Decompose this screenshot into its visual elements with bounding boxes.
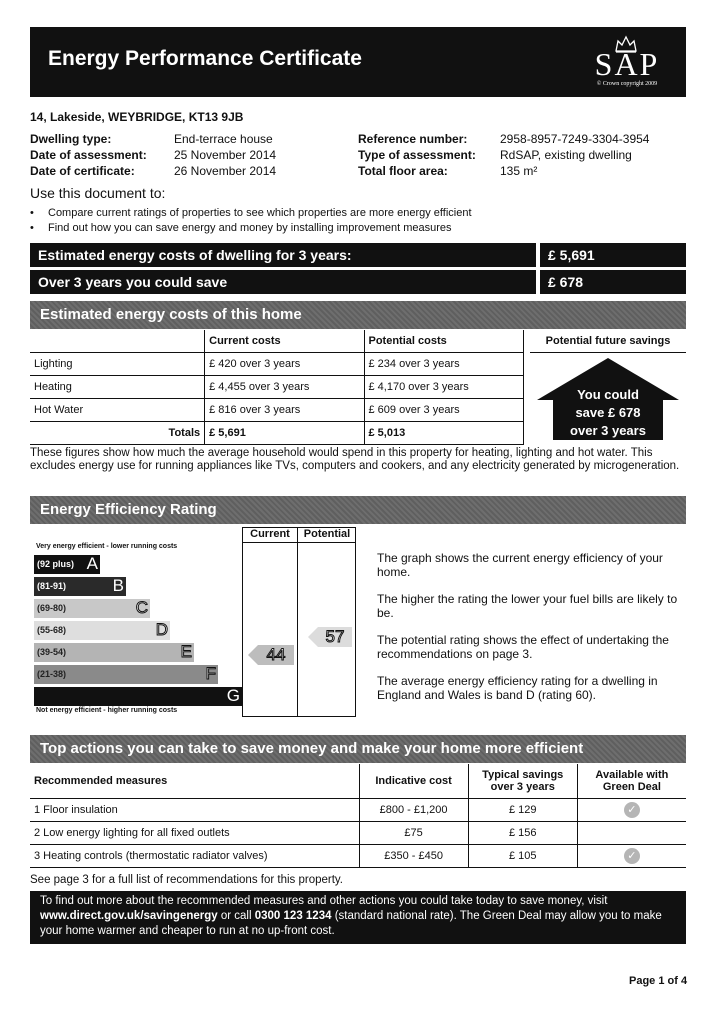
sap-logo-text: SAP: [594, 46, 660, 82]
info-box: To find out more about the recommended measures and other actions you could take today to save money, visit www.direct.gov.uk/savingenergy or call 0300 123 1234 (standard national rate). The Green Deal may allow you to make your home warmer and cheaper to run at no up-front cost.: [30, 891, 686, 944]
rating-paragraph: The potential rating shows the effect of undertaking the recommendations on page 3.: [377, 633, 669, 661]
costs-table: [30, 330, 686, 442]
totals-row: Totals £ 5,691 £ 5,013: [30, 422, 524, 445]
rec-header-measure: Recommended measures: [34, 774, 168, 787]
rating-paragraph: The higher the rating the lower your fuel bills are likely to be.: [377, 592, 678, 620]
details-right: [358, 132, 649, 180]
detail-value: 26 November 2014: [174, 164, 277, 178]
detail-label: Dwelling type:: [30, 132, 112, 146]
detail-value: End-terrace house: [174, 132, 273, 146]
could-save-label: Over 3 years you could save: [30, 270, 536, 294]
phone-number: 0300 123 1234: [254, 910, 332, 922]
current-rating-value: 44: [266, 645, 286, 664]
table-row: Heating £ 4,455 over 3 years £ 4,170 over 3 years: [30, 376, 524, 399]
band-letter: D: [155, 620, 168, 639]
rating-paragraph: The graph shows the current energy efficiency of your home.: [377, 551, 663, 579]
rating-band-f: [34, 665, 218, 684]
recommendations-table: [30, 764, 686, 868]
table-row: 3 Heating controls (thermostatic radiator valves) £350 - £450 £ 105 ✓: [30, 844, 686, 867]
band-range: (69-80): [37, 603, 67, 613]
band-range: (39-54): [37, 647, 67, 657]
rating-explanations: [377, 551, 687, 702]
bottom-caption: Not energy efficient - higher running costs: [36, 707, 178, 714]
band-range: (81-91): [37, 581, 67, 591]
estimated-cost-value: £ 5,691: [540, 243, 686, 267]
detail-value: RdSAP, existing dwelling: [500, 148, 632, 162]
band-letter: E: [180, 642, 192, 661]
top-caption: Very energy efficient - lower running costs: [36, 543, 178, 550]
copyright-text: © Crown copyright 2009: [596, 81, 658, 87]
potential-rating-value: 57: [325, 627, 345, 646]
band-letter: G: [226, 686, 240, 705]
rating-chart: [30, 525, 360, 721]
table-row: Hot Water £ 816 over 3 years £ 609 over 3 years: [30, 399, 524, 422]
rec-header-cost: Indicative cost: [359, 764, 468, 798]
page-title: Energy Performance Certificate: [48, 47, 362, 70]
list-item: • Compare current ratings of properties to see which properties are more energy efficient: [30, 207, 472, 219]
rating-paragraph: The average energy efficiency rating for a dwelling in England and Wales is band D (rating 60).: [377, 674, 658, 702]
check-icon: ✓: [624, 802, 640, 818]
band-letter: C: [135, 598, 148, 617]
certificate-header: [30, 27, 686, 97]
potential-column-label: Potential: [303, 528, 351, 540]
rating-band-g: [34, 687, 242, 706]
see-page-note: See page 3 for a full list of recommendations for this property.: [30, 874, 343, 886]
crown-icon: [614, 35, 638, 53]
potential-column: [298, 527, 356, 717]
costs-header-blank: [30, 330, 205, 353]
costs-header-current: Current costs: [205, 330, 364, 353]
costs-section-title: Estimated energy costs of this home: [30, 301, 686, 329]
table-row: 2 Low energy lighting for all fixed outlets £75 £ 156: [30, 821, 686, 844]
band-range: (55-68): [37, 625, 67, 635]
band-range: (92 plus): [37, 559, 75, 569]
property-address: 14, Lakeside, WEYBRIDGE, KT13 9JB: [30, 110, 244, 124]
detail-label: Date of certificate:: [30, 164, 135, 178]
page-number: Page 1 of 4: [629, 975, 688, 987]
costs-header-savings: Potential future savings: [530, 330, 686, 353]
detail-label: Reference number:: [358, 132, 468, 146]
table-row: Lighting £ 420 over 3 years £ 234 over 3 years: [30, 353, 524, 376]
detail-value: 2958-8957-7249-3304-3954: [500, 132, 650, 146]
band-letter: F: [205, 664, 216, 683]
costs-header-potential: Potential costs: [364, 330, 524, 353]
detail-label: Date of assessment:: [30, 148, 147, 162]
savingenergy-link[interactable]: www.direct.gov.uk/savingenergy: [40, 910, 218, 922]
rating-band-b: [34, 577, 126, 596]
rating-band-d: [34, 621, 170, 640]
rec-header-saving: Typical savings over 3 years: [468, 764, 577, 798]
current-column-label: Current: [250, 528, 290, 540]
check-icon: ✓: [624, 848, 640, 864]
band-letter: B: [112, 576, 124, 595]
savings-house-text: You could save £ 678 over 3 years: [570, 387, 646, 438]
table-row: 1 Floor insulation £800 - £1,200 £ 129 ✓: [30, 798, 686, 821]
list-item: • Find out how you can save energy and money by installing improvement measures: [30, 222, 452, 234]
estimated-cost-label: Estimated energy costs of dwelling for 3 years:: [30, 243, 536, 267]
efficiency-section-title: Energy Efficiency Rating: [30, 496, 686, 524]
current-column: [242, 527, 298, 717]
could-save-value: £ 678: [540, 270, 686, 294]
use-document-list: [30, 206, 472, 236]
band-letter: A: [86, 554, 98, 573]
rating-band-c: [34, 599, 150, 618]
use-document-title: Use this document to:: [30, 185, 166, 201]
actions-section-title: Top actions you can take to save money and make your home more efficient: [30, 735, 686, 763]
detail-label: Type of assessment:: [358, 148, 476, 162]
band-range: (21-38): [37, 669, 67, 679]
rec-header-greendeal: Available with Green Deal: [577, 764, 686, 798]
costs-note: These figures show how much the average household would spend in this property for heating, lighting and hot water. This excludes energy use for running appliances like TVs, computers and cookers, and any electricity generated by microgeneration.: [30, 447, 680, 472]
detail-label: Total floor area:: [358, 164, 448, 178]
rating-band-e: [34, 643, 194, 662]
detail-value: 25 November 2014: [174, 148, 277, 162]
rating-band-a: [34, 555, 100, 574]
sap-logo: [582, 39, 672, 89]
detail-value: 135 m²: [500, 164, 538, 178]
details-left: [30, 132, 276, 180]
